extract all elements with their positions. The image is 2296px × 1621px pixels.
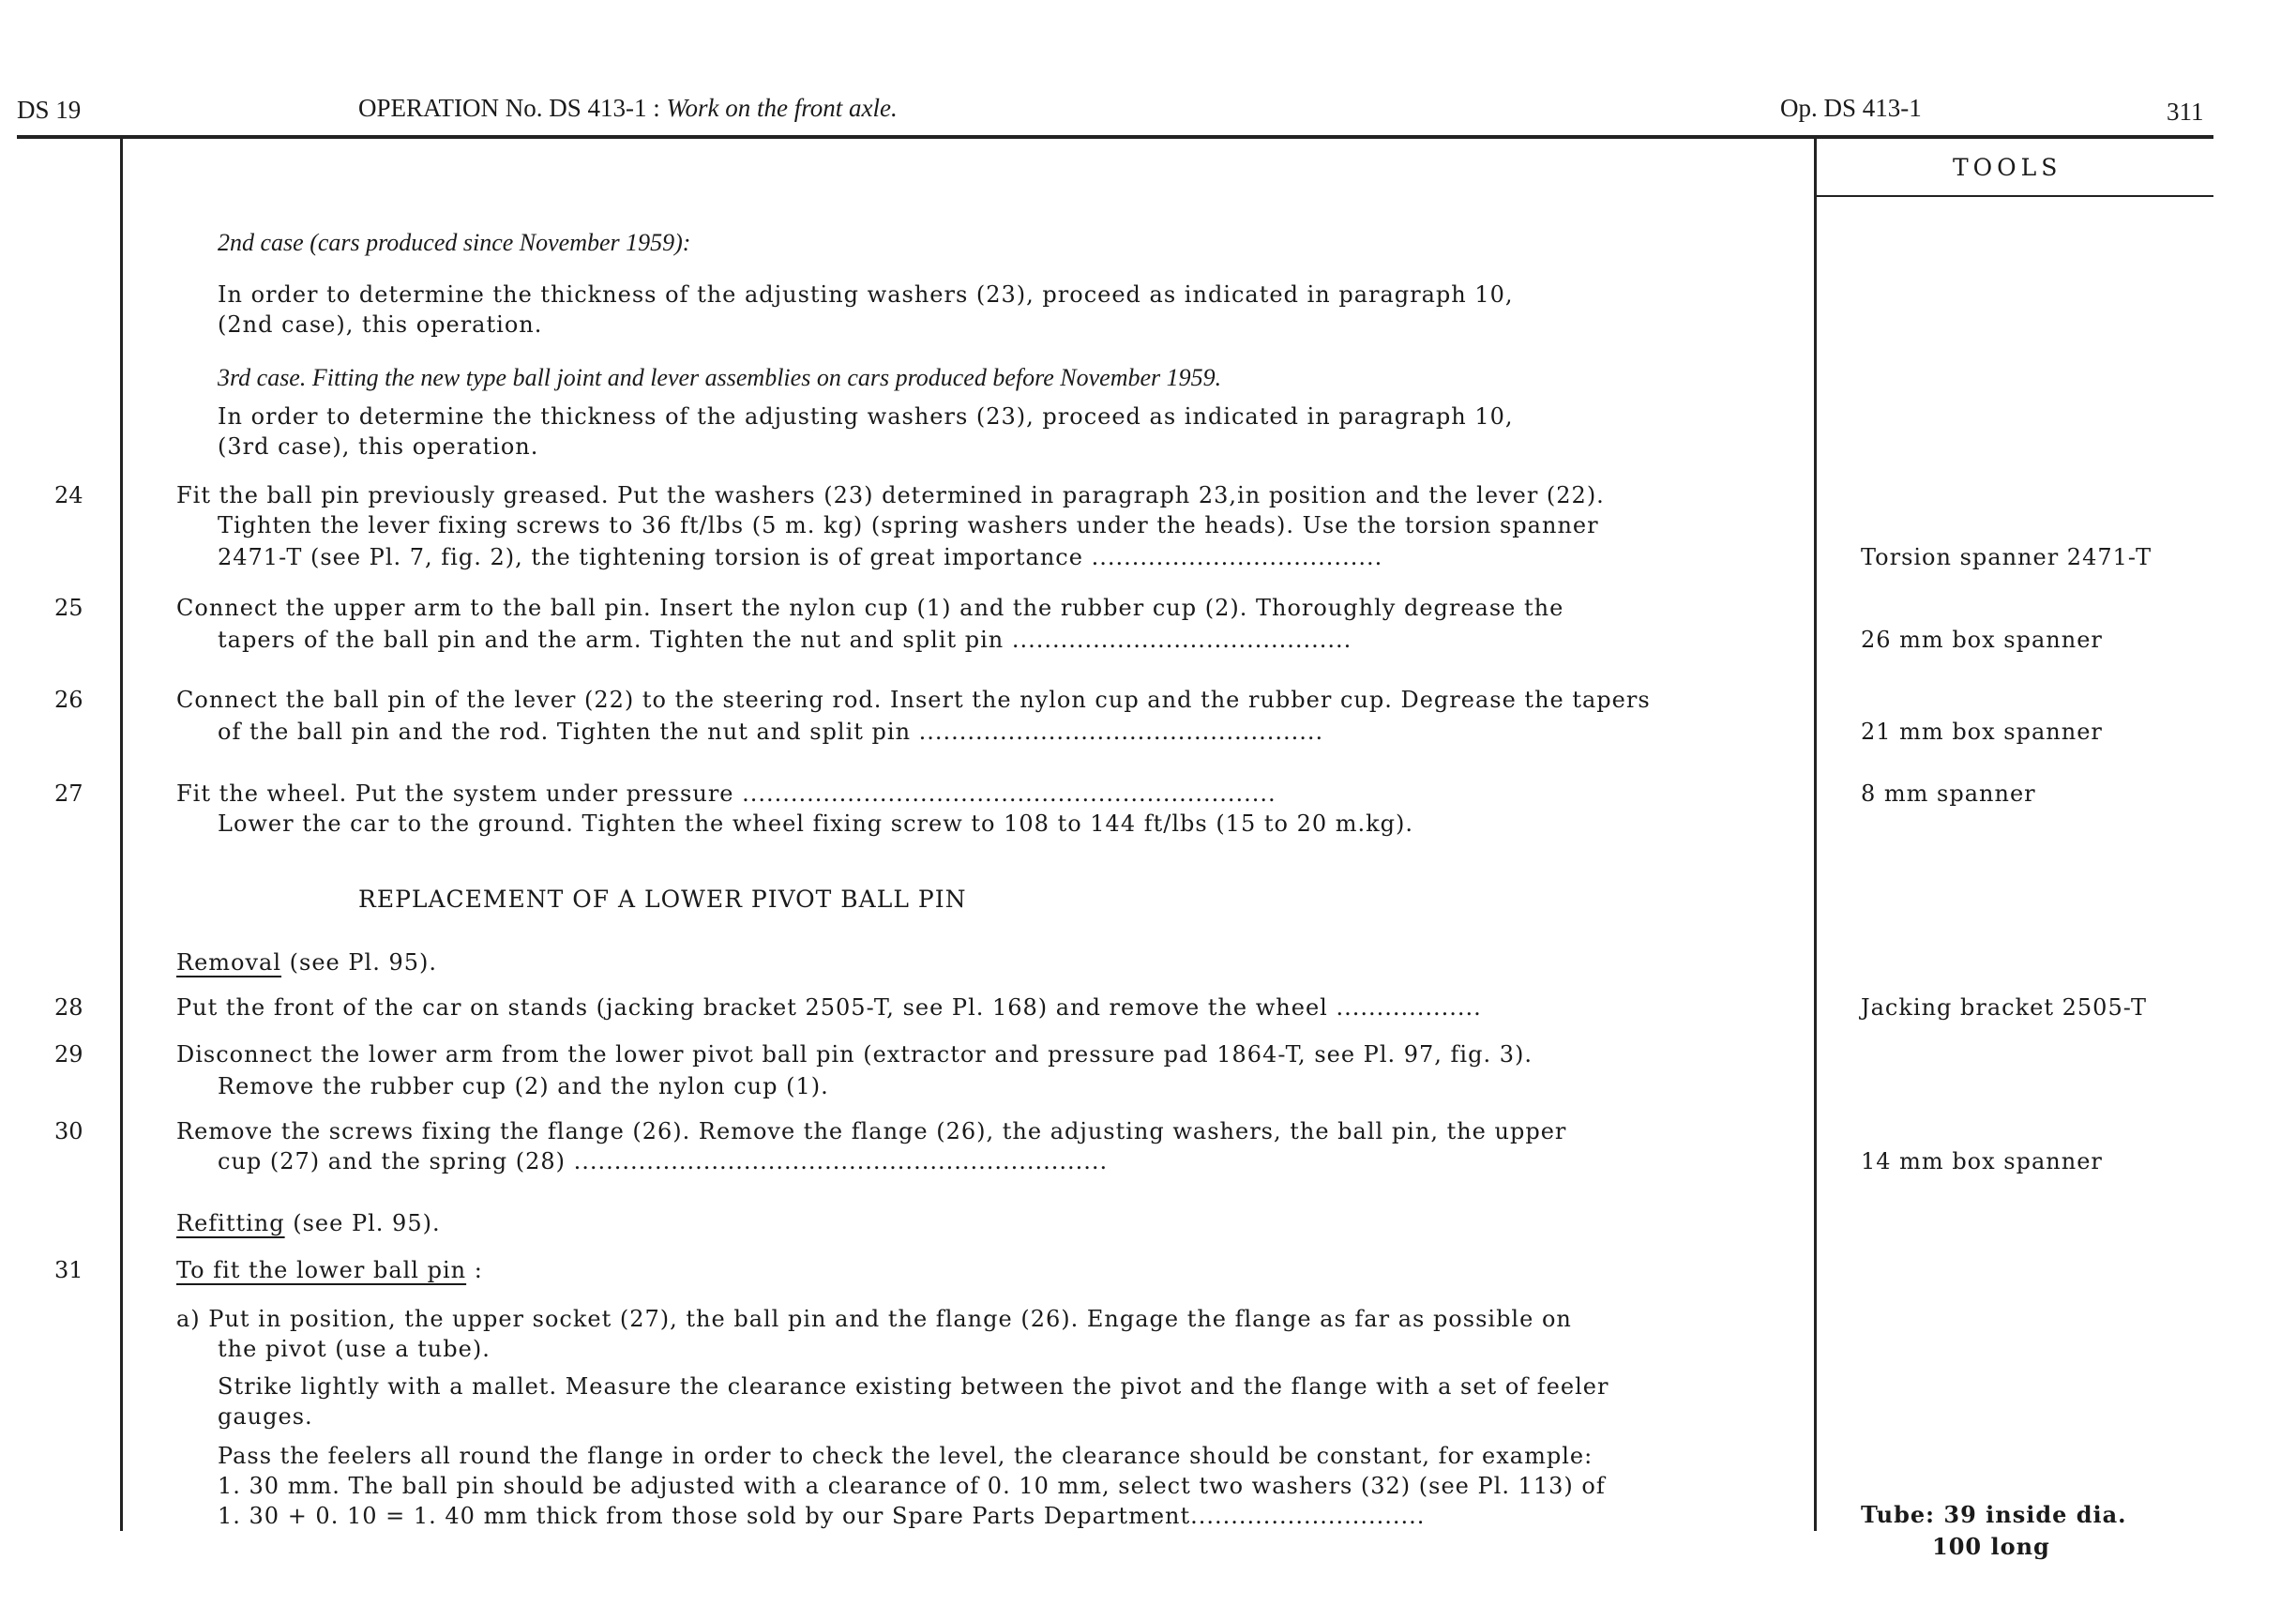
op-reference: Op. DS 413-1 (1780, 94, 1922, 122)
tool-entry: 21 mm box spanner (1861, 719, 2103, 745)
step-number: 25 (54, 595, 83, 621)
step-text-line: Put the front of the car on stands (jacking bracket 2505-T, see Pl. 168) and remove the wheel .................. (176, 994, 1482, 1021)
step31-heading-suffix: : (466, 1257, 483, 1283)
step-number: 26 (54, 687, 83, 713)
tool-entry: Torsion spanner 2471-T (1861, 544, 2152, 570)
step-number: 28 (54, 994, 83, 1021)
refitting-heading (176, 1210, 441, 1236)
step-text-line: the pivot (use a tube). (218, 1336, 491, 1362)
step-text-line: Remove the rubber cup (2) and the nylon cup (1). (218, 1073, 829, 1099)
tools-heading-rule (1816, 195, 2213, 197)
left-column-divider (120, 137, 123, 1531)
page-number: 311 (2167, 98, 2204, 126)
case2-text-line: In order to determine the thickness of the adjusting washers (23), proceed as indicated in paragraph 10, (218, 281, 1514, 308)
tool-entry: Jacking bracket 2505-T (1861, 994, 2147, 1021)
operation-title (358, 94, 898, 123)
removal-label: Removal (176, 949, 282, 976)
step-number: 30 (54, 1118, 83, 1144)
step-text-line: Fit the wheel. Put the system under pressure .................................................................. (176, 780, 1276, 807)
step31-heading-label: To fit the lower ball pin (176, 1257, 467, 1283)
step-text-line: Disconnect the lower arm from the lower pivot ball pin (extractor and pressure pad 1864-T, see Pl. 97, fig. 3). (176, 1041, 1533, 1068)
operation-number: OPERATION No. DS 413-1 : (358, 94, 660, 122)
step31-heading (176, 1257, 483, 1283)
step-text-line: cup (27) and the spring (28) .................................................................. (218, 1148, 1109, 1174)
step-text-line: Lower the car to the ground. Tighten the wheel fixing screw to 108 to 144 ft/lbs (15 to 20 m.kg). (218, 810, 1414, 837)
tool-entry: 8 mm spanner (1861, 780, 2036, 807)
tool-entry: 26 mm box spanner (1861, 627, 2103, 653)
step-text-line: 1. 30 mm. The ball pin should be adjusted with a clearance of 0. 10 mm, select two washers (32) (see Pl. 113) of (218, 1473, 1606, 1499)
header-rule (17, 135, 2213, 139)
step-text-line: of the ball pin and the rod. Tighten the nut and split pin .................................................. (218, 719, 1324, 745)
operation-subject: Work on the front axle. (666, 94, 898, 122)
section-title: REPLACEMENT OF A LOWER PIVOT BALL PIN (358, 886, 967, 913)
step-number: 24 (54, 482, 83, 508)
case2-text-line: (2nd case), this operation. (218, 311, 543, 338)
tool-entry: Tube: 39 inside dia. (1861, 1501, 2127, 1528)
step-text-line: gauges. (218, 1403, 313, 1430)
step-text-line: Connect the upper arm to the ball pin. Insert the nylon cup (1) and the rubber cup (2). Thoroughly degrease the (176, 595, 1564, 621)
tool-entry: 14 mm box spanner (1861, 1148, 2103, 1174)
step-text-line: Remove the screws fixing the flange (26). Remove the flange (26), the adjusting washers, the ball pin, the upper (176, 1118, 1567, 1144)
tools-column-divider (1814, 137, 1817, 1531)
removal-heading (176, 949, 437, 976)
case3-text-line: In order to determine the thickness of the adjusting washers (23), proceed as indicated in paragraph 10, (218, 403, 1514, 430)
step-text-line: 1. 30 + 0. 10 = 1. 40 mm thick from those sold by our Spare Parts Department............................. (218, 1503, 1426, 1529)
step-text-line: Pass the feelers all round the flange in order to check the level, the clearance should be constant, for example: (218, 1443, 1594, 1469)
step-text-line: 2471-T (see Pl. 7, fig. 2), the tightening torsion is of great importance .................................... (218, 544, 1383, 570)
refitting-suffix: (see Pl. 95). (284, 1210, 441, 1236)
tools-heading: TOOLS (1953, 154, 2062, 181)
step-text-line: a) Put in position, the upper socket (27), the ball pin and the flange (26). Engage the flange as far as possible on (176, 1306, 1572, 1332)
case3-heading: 3rd case. Fitting the new type ball joint and lever assemblies on cars produced before November 1959. (218, 364, 1222, 391)
removal-suffix: (see Pl. 95). (281, 949, 437, 976)
step-text-line: tapers of the ball pin and the arm. Tighten the nut and split pin .......................................... (218, 627, 1352, 653)
refitting-label: Refitting (176, 1210, 285, 1236)
step-number: 29 (54, 1041, 83, 1068)
step-text-line: Connect the ball pin of the lever (22) to the steering rod. Insert the nylon cup and the rubber cup. Degrease the tapers (176, 687, 1651, 713)
step-text-line: Fit the ball pin previously greased. Put the washers (23) determined in paragraph 23,in position and the lever (22). (176, 482, 1605, 508)
step-text-line: Strike lightly with a mallet. Measure the clearance existing between the pivot and the flange with a set of feeler (218, 1373, 1609, 1400)
header-ds-label: DS 19 (17, 96, 82, 124)
tool-entry: 100 long (1932, 1533, 2050, 1560)
step-number: 31 (54, 1257, 83, 1283)
step-text-line: Tighten the lever fixing screws to 36 ft/lbs (5 m. kg) (spring washers under the heads). Use the torsion spanner (218, 512, 1599, 538)
step-number: 27 (54, 780, 83, 807)
case3-text-line: (3rd case), this operation. (218, 433, 539, 460)
case2-heading: 2nd case (cars produced since November 1959): (218, 229, 691, 256)
